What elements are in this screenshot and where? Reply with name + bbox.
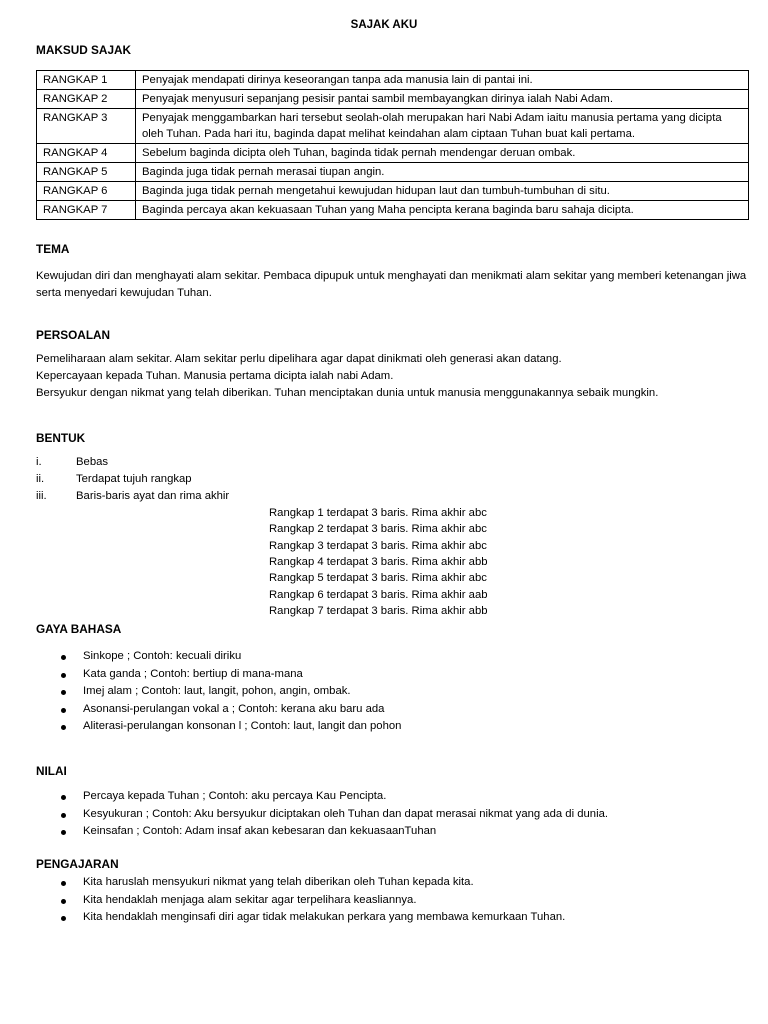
- row-text: Penyajak menyusuri sepanjang pesisir pantai sambil membayangkan dirinya ialah Nabi Adam.: [136, 90, 749, 109]
- row-label: RANGKAP 7: [37, 201, 136, 220]
- row-text: Sebelum baginda dicipta oleh Tuhan, baginda tidak pernah mendengar deruan ombak.: [136, 144, 749, 163]
- table-row: [37, 71, 749, 90]
- bentuk-item-text: Bebas: [76, 456, 109, 468]
- persoalan-line: Bersyukur dengan nikmat yang telah diberikan. Tuhan menciptakan dunia untuk manusia menggunakannya sebaik mungkin.: [36, 387, 659, 399]
- table-row: [37, 163, 749, 182]
- row-text: Baginda percaya akan kekuasaan Tuhan yang Maha pencipta kerana baginda baru sahaja dicipta.: [136, 201, 749, 220]
- bentuk-item-text: Baris-baris ayat dan rima akhir: [76, 490, 230, 502]
- heading-tema: TEMA: [36, 242, 70, 256]
- heading-pengajaran: PENGAJARAN: [36, 857, 119, 871]
- list-item: Kesyukuran ; Contoh: Aku bersyukur diciptakan oleh Tuhan dan dapat merasai nikmat yang ada di dunia.: [36, 806, 608, 824]
- maksud-sajak-table: [36, 70, 749, 220]
- heading-bentuk: BENTUK: [36, 431, 86, 445]
- row-label: RANGKAP 5: [37, 163, 136, 182]
- bentuk-item-text: Terdapat tujuh rangkap: [76, 473, 192, 485]
- bentuk-item-number: i.: [36, 456, 42, 468]
- list-item: Keinsafan ; Contoh: Adam insaf akan kebesaran dan kekuasaanTuhan: [36, 823, 608, 841]
- gaya-bahasa-list: [36, 648, 401, 736]
- row-text: Penyajak menggambarkan hari tersebut seolah-olah merupakan hari Nabi Adam iaitu manusia pertama yang dicipta oleh Tuhan. Pada hari itu, baginda dapat melihat keindahan alam ciptaan Tuhan buat kali pertama.: [136, 109, 749, 144]
- heading-gaya-bahasa: GAYA BAHASA: [36, 622, 122, 636]
- heading-persoalan: PERSOALAN: [36, 328, 111, 342]
- rima-line: Rangkap 6 terdapat 3 baris. Rima akhir aab: [269, 589, 488, 601]
- list-item: Kita haruslah mensyukuri nikmat yang telah diberikan oleh Tuhan kepada kita.: [36, 874, 565, 892]
- nilai-list: [36, 788, 608, 841]
- bentuk-item-number: ii.: [36, 473, 45, 485]
- heading-maksud-sajak: MAKSUD SAJAK: [36, 43, 132, 57]
- row-label: RANGKAP 6: [37, 182, 136, 201]
- row-text: Baginda juga tidak pernah mengetahui kewujudan hidupan laut dan tumbuh-tumbuhan di situ.: [136, 182, 749, 201]
- table-row: [37, 144, 749, 163]
- row-label: RANGKAP 2: [37, 90, 136, 109]
- rima-line: Rangkap 7 terdapat 3 baris. Rima akhir abb: [269, 605, 488, 617]
- list-item: Aliterasi-perulangan konsonan l ; Contoh: laut, langit dan pohon: [36, 718, 401, 736]
- row-text: Baginda juga tidak pernah merasai tiupan angin.: [136, 163, 749, 182]
- table-row: [37, 90, 749, 109]
- document-title: SAJAK AKU: [350, 19, 418, 31]
- persoalan-line: Pemeliharaan alam sekitar. Alam sekitar perlu dipelihara agar dapat dinikmati oleh generasi akan datang.: [36, 353, 562, 365]
- list-item: Imej alam ; Contoh: laut, langit, pohon, angin, ombak.: [36, 683, 401, 701]
- list-item: Kita hendaklah menjaga alam sekitar agar terpelihara keasliannya.: [36, 892, 565, 910]
- row-label: RANGKAP 4: [37, 144, 136, 163]
- list-item: Kata ganda ; Contoh: bertiup di mana-mana: [36, 666, 401, 684]
- rima-line: Rangkap 3 terdapat 3 baris. Rima akhir abc: [269, 540, 487, 552]
- row-label: RANGKAP 3: [37, 109, 136, 144]
- persoalan-line: Kepercayaan kepada Tuhan. Manusia pertama dicipta ialah nabi Adam.: [36, 370, 394, 382]
- tema-text: Kewujudan diri dan menghayati alam sekitar. Pembaca dipupuk untuk menghayati dan menikmati alam sekitar yang memberi ketenangan jiwa serta menyedari kewujudan Tuhan.: [36, 270, 747, 299]
- pengajaran-list: [36, 874, 565, 927]
- list-item: Sinkope ; Contoh: kecuali diriku: [36, 648, 401, 666]
- row-label: RANGKAP 1: [37, 71, 136, 90]
- list-item: Asonansi-perulangan vokal a ; Contoh: kerana aku baru ada: [36, 701, 401, 719]
- rima-line: Rangkap 2 terdapat 3 baris. Rima akhir abc: [269, 523, 487, 535]
- heading-nilai: NILAI: [36, 764, 67, 778]
- rima-line: Rangkap 5 terdapat 3 baris. Rima akhir abc: [269, 572, 487, 584]
- rima-line: Rangkap 4 terdapat 3 baris. Rima akhir abb: [269, 556, 488, 568]
- bentuk-item-number: iii.: [36, 490, 47, 502]
- table-row: [37, 109, 749, 144]
- table-row: [37, 201, 749, 220]
- list-item: Kita hendaklah menginsafi diri agar tidak melakukan perkara yang membawa kemurkaan Tuhan.: [36, 909, 565, 927]
- rima-line: Rangkap 1 terdapat 3 baris. Rima akhir abc: [269, 507, 487, 519]
- table-row: [37, 182, 749, 201]
- list-item: Percaya kepada Tuhan ; Contoh: aku percaya Kau Pencipta.: [36, 788, 608, 806]
- row-text: Penyajak mendapati dirinya keseorangan tanpa ada manusia lain di pantai ini.: [136, 71, 749, 90]
